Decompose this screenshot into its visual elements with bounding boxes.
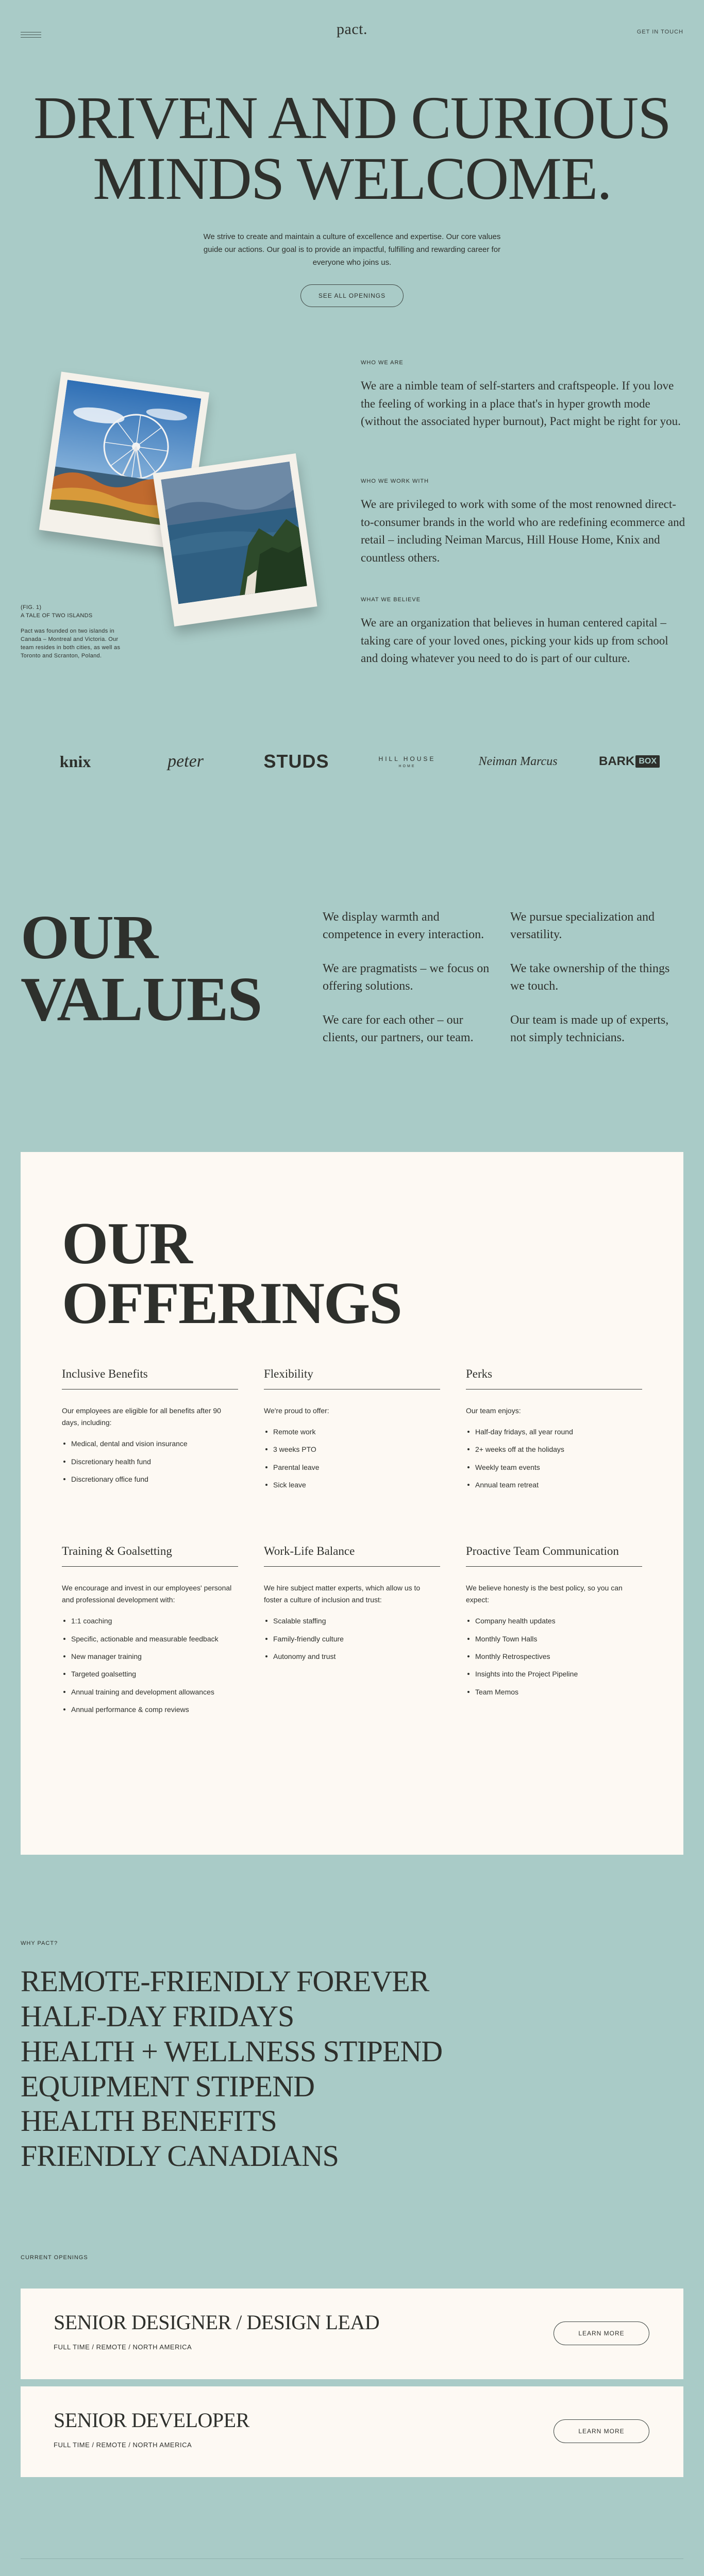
list-item: Autonomy and trust xyxy=(264,1651,440,1662)
text-who-we-work-with: We are privileged to work with some of the most renowned direct-to-consumer brands in the world who are redefining ecommerce and retail – including Neiman Marcus, Hill House Home, Knix and countless others. xyxy=(361,498,685,564)
brand-hill-house-sub: HOME xyxy=(398,764,416,768)
brand-barkbox-part-2: BOX xyxy=(635,755,660,768)
brand-logo-barkbox xyxy=(591,746,668,777)
polaroid-coastline xyxy=(153,453,317,626)
values-title xyxy=(21,903,262,1034)
tale-figure-label: (FIG. 1) xyxy=(21,604,42,611)
why-item: REMOTE-FRIENDLY FOREVER xyxy=(21,1964,429,1998)
get-in-touch-link[interactable]: GET IN TOUCH xyxy=(636,29,683,35)
see-all-openings-button[interactable]: SEE ALL OPENINGS xyxy=(300,284,404,307)
list-item: Targeted goalsetting xyxy=(62,1668,238,1680)
offering-intro: We encourage and invest in our employees' personal and professional development with: xyxy=(62,1584,232,1604)
offerings-title xyxy=(62,1211,401,1336)
list-item: Sick leave xyxy=(264,1479,440,1490)
tale-body: Pact was founded on two islands in Canada – Montreal and Victoria. Our team resides in both cities, as well as Toronto and Scranton, Poland. xyxy=(21,628,121,659)
photo-coastline xyxy=(161,462,307,604)
brand-logo-hill-house xyxy=(366,746,448,777)
hero-title xyxy=(0,84,704,212)
job-meta: FULL TIME / REMOTE / NORTH AMERICA xyxy=(54,2441,192,2449)
list-item: 3 weeks PTO xyxy=(264,1444,440,1455)
offerings-title-line-2: OFFERINGS xyxy=(62,1270,401,1336)
why-item: FRIENDLY CANADIANS xyxy=(21,2139,339,2173)
tale-heading: A TALE OF TWO ISLANDS xyxy=(21,612,93,619)
brand-logo-neiman-marcus: Neiman Marcus xyxy=(478,754,558,768)
value-item: Our team is made up of experts, not simply technicians. xyxy=(510,1013,669,1044)
list-item: Remote work xyxy=(264,1426,440,1437)
list-item: Discretionary health fund xyxy=(62,1456,238,1467)
list-item: 1:1 coaching xyxy=(62,1615,238,1626)
list-item: Discretionary office fund xyxy=(62,1473,238,1485)
job-title: SENIOR DEVELOPER xyxy=(54,2409,249,2432)
tale-caption xyxy=(21,604,129,660)
list-item: Company health updates xyxy=(466,1615,642,1626)
why-item: EQUIPMENT STIPEND xyxy=(21,2069,314,2103)
list-item: 2+ weeks off at the holidays xyxy=(466,1444,642,1455)
eyebrow-who-we-work-with: WHO WE WORK WITH xyxy=(361,478,429,484)
offering-training-goalsetting xyxy=(62,1545,238,1722)
hero-title-line-2: MINDS WELCOME. xyxy=(93,145,611,212)
value-item: We display warmth and competence in every interaction. xyxy=(323,910,484,941)
offering-heading: Inclusive Benefits xyxy=(62,1367,238,1389)
brand-logo-knix: knix xyxy=(59,752,91,771)
value-item: We pursue specialization and versatility. xyxy=(510,910,655,941)
list-item: Monthly Retrospectives xyxy=(466,1651,642,1662)
offering-list xyxy=(62,1615,238,1715)
job-card-senior-developer[interactable] xyxy=(21,2386,683,2477)
values-title-line-2: VALUES xyxy=(21,964,262,1034)
why-pact-list xyxy=(21,1964,442,2174)
offering-list xyxy=(264,1426,440,1491)
list-item: Monthly Town Halls xyxy=(466,1633,642,1645)
offerings-title-line-1: OUR xyxy=(62,1211,192,1277)
why-pact-eyebrow: WHY PACT? xyxy=(21,1940,58,1946)
offering-list xyxy=(62,1438,238,1485)
why-item: HEALTH + WELLNESS STIPEND xyxy=(21,2034,443,2068)
text-who-we-are: We are a nimble team of self-starters and craftspeople. If you love the feeling of working in a place that's in hyper growth mode (without the associated hyper burnout), Pact might be right for you. xyxy=(361,379,681,428)
offering-list xyxy=(466,1615,642,1698)
job-card-senior-designer[interactable] xyxy=(21,2289,683,2379)
list-item: Insights into the Project Pipeline xyxy=(466,1668,642,1680)
job-meta: FULL TIME / REMOTE / NORTH AMERICA xyxy=(54,2343,192,2351)
hero-title-line-1: DRIVEN AND CURIOUS xyxy=(33,84,671,151)
about-who-we-work-with xyxy=(361,478,685,567)
brand-hill-house-name: HILL HOUSE xyxy=(378,755,436,762)
value-item: We care for each other – our clients, our partners, our team. xyxy=(323,1013,474,1044)
offering-intro: We're proud to offer: xyxy=(264,1406,329,1415)
offering-flexibility xyxy=(264,1367,440,1497)
value-item: We are pragmatists – we focus on offering solutions. xyxy=(323,962,490,993)
offering-team-communication xyxy=(466,1545,642,1704)
offering-list xyxy=(466,1426,642,1491)
offering-list xyxy=(264,1615,440,1662)
eyebrow-who-we-are: WHO WE ARE xyxy=(361,360,404,366)
list-item: Parental leave xyxy=(264,1462,440,1473)
offering-heading: Work-Life Balance xyxy=(264,1545,440,1567)
list-item: Medical, dental and vision insurance xyxy=(62,1438,238,1449)
text-what-we-believe: We are an organization that believes in human centered capital – taking care of your loved ones, picking your kids up from school and doing whatever you need to do is part of our culture. xyxy=(361,616,668,665)
current-openings-eyebrow: CURRENT OPENINGS xyxy=(21,2255,88,2261)
learn-more-button[interactable]: LEARN MORE xyxy=(554,2419,649,2443)
about-who-we-are xyxy=(361,360,685,431)
list-item: Team Memos xyxy=(466,1686,642,1698)
why-item: HEALTH BENEFITS xyxy=(21,2104,277,2138)
about-what-we-believe xyxy=(361,597,685,668)
offering-heading: Perks xyxy=(466,1367,642,1389)
values-title-line-1: OUR xyxy=(21,903,158,972)
learn-more-button[interactable]: LEARN MORE xyxy=(554,2321,649,2345)
job-title: SENIOR DESIGNER / DESIGN LEAD xyxy=(54,2311,380,2334)
offering-intro: We believe honesty is the best policy, so you can expect: xyxy=(466,1584,623,1604)
offering-heading: Proactive Team Communication xyxy=(466,1545,642,1567)
list-item: Family-friendly culture xyxy=(264,1633,440,1645)
list-item: Half-day fridays, all year round xyxy=(466,1426,642,1437)
logo[interactable]: pact. xyxy=(337,21,367,38)
list-item: Scalable staffing xyxy=(264,1615,440,1626)
list-item: New manager training xyxy=(62,1651,238,1662)
offering-perks xyxy=(466,1367,642,1497)
list-item: Specific, actionable and measurable feedback xyxy=(62,1633,238,1645)
list-item: Annual training and development allowances xyxy=(62,1686,238,1698)
brand-logo-peter: peter xyxy=(167,752,204,771)
value-item: We take ownership of the things we touch. xyxy=(510,962,670,993)
offerings-card xyxy=(21,1152,683,1855)
why-item: HALF-DAY FRIDAYS xyxy=(21,1999,294,2033)
offering-heading: Training & Goalsetting xyxy=(62,1545,238,1567)
eyebrow-what-we-believe: WHAT WE BELIEVE xyxy=(361,597,421,603)
offering-work-life-balance xyxy=(264,1545,440,1668)
offering-heading: Flexibility xyxy=(264,1367,440,1389)
list-item: Annual team retreat xyxy=(466,1479,642,1490)
offering-inclusive-benefits xyxy=(62,1367,238,1491)
brand-barkbox-part-1: BARK xyxy=(599,754,635,768)
list-item: Weekly team events xyxy=(466,1462,642,1473)
list-item: Annual performance & comp reviews xyxy=(62,1704,238,1715)
hero-intro: We strive to create and maintain a culture of excellence and expertise. Our core values guide our actions. Our goal is to provide an impactful, fulfilling and rewarding career for everyone who joins us. xyxy=(203,232,501,267)
footer-divider xyxy=(21,2558,683,2559)
offering-intro: We hire subject matter experts, which allow us to foster a culture of inclusion and trust: xyxy=(264,1584,421,1604)
brand-logo-studs: STUDS xyxy=(263,751,329,772)
offering-intro: Our employees are eligible for all benefits after 90 days, including: xyxy=(62,1406,221,1427)
offering-intro: Our team enjoys: xyxy=(466,1406,521,1415)
